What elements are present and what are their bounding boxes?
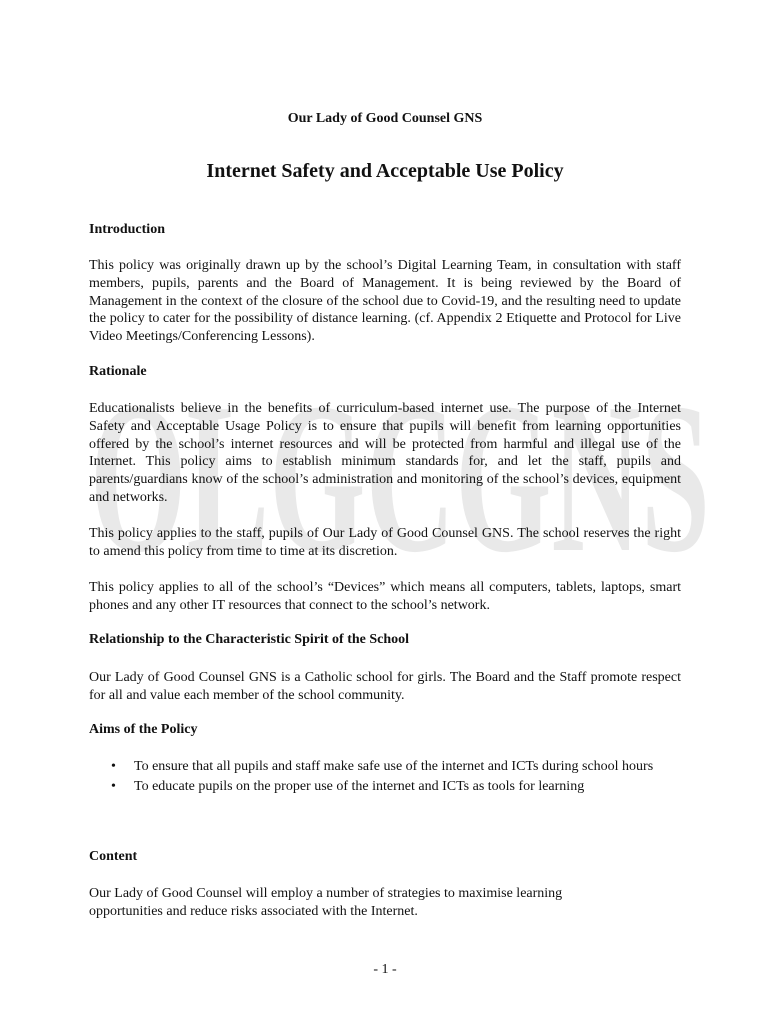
list-item xyxy=(89,758,681,776)
page-number: - 1 - xyxy=(373,962,397,977)
school-name: Our Lady of Good Counsel GNS xyxy=(287,111,483,126)
content-paragraph: Our Lady of Good Counsel will employ a number of strategies to maximise learning opportunities and reduce risks associated with the Internet. xyxy=(89,886,563,919)
list-item-text: To ensure that all pupils and staff make safe use of the internet and ICTs during school hours xyxy=(134,759,654,774)
list-item xyxy=(89,778,681,796)
bullet-icon: • xyxy=(111,759,116,774)
heading-relationship: Relationship to the Characteristic Spirit of the School xyxy=(89,632,410,647)
relationship-paragraph: Our Lady of Good Counsel GNS is a Catholic school for girls. The Board and the Staff promote respect for all and value each member of the school community. xyxy=(89,670,681,703)
bullet-icon: • xyxy=(111,778,116,794)
aims-list xyxy=(89,758,681,798)
rationale-paragraph-3: This policy applies to all of the school’s “Devices” which means all computers, tablets, laptops, smart phones and any other IT resources that connect to the school’s network. xyxy=(89,580,681,613)
heading-rationale: Rationale xyxy=(89,364,147,379)
list-item-text: To educate pupils on the proper use of the internet and ICTs as tools for learning xyxy=(134,778,585,794)
introduction-paragraph: This policy was originally drawn up by the school’s Digital Learning Team, in consultation with staff members, pupils, parents and the Board of Management. It is being reviewed by the Board of Management in the context of the closure of the school due to Covid-19, and the resulting need to update the policy to cater for the possibility of distance learning. (cf. Appendix 2 Etiquette and Protocol for Live Video Meetings/Conferencing Lessons). xyxy=(89,258,681,345)
heading-content: Content xyxy=(89,849,138,864)
rationale-paragraph-1: Educationalists believe in the benefits of curriculum-based internet use. The purpose of the Internet Safety and Acceptable Usage Policy is to ensure that pupils will benefit from learning opportunities offered by the school’s internet resources and will be protected from harmful and illegal use of the Internet. This policy aims to establish minimum standards for, and let the staff, pupils and parents/guardians know of the school’s administration and monitoring of the school’s devices, equipment and networks. xyxy=(89,401,681,505)
heading-introduction: Introduction xyxy=(89,222,165,237)
rationale-paragraph-2: This policy applies to the staff, pupils of Our Lady of Good Counsel GNS. The school reserves the right to amend this policy from time to time at its discretion. xyxy=(89,526,681,559)
watermark-text: OLGCGNS xyxy=(90,360,710,590)
document-title: Internet Safety and Acceptable Use Policy xyxy=(206,160,564,182)
heading-aims: Aims of the Policy xyxy=(89,722,198,737)
